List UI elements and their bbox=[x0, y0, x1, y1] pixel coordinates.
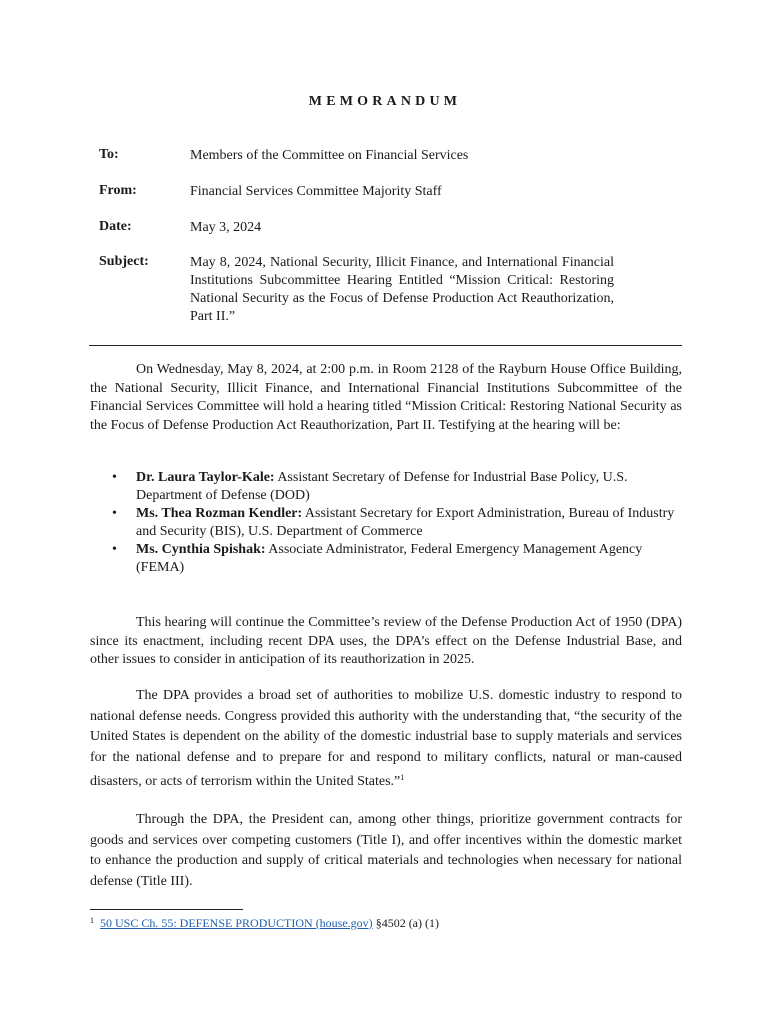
witness-name: Ms. Cynthia Spishak: bbox=[136, 542, 266, 557]
paragraph-text: The DPA provides a broad set of authorities to mobilize U.S. domestic industry to respond to national defense needs. Congress provided this authority with the understanding that, “the security of the United States is dependent on the ability of the domestic industrial base to supply materials and services for the national defense and to prepare for and respond to military conflicts, natural or man-caused disasters, or acts of terrorism within the United States.” bbox=[90, 688, 682, 789]
witness-name: Ms. Thea Rozman Kendler: bbox=[136, 506, 303, 521]
to-value: Members of the Committee on Financial Services bbox=[190, 148, 469, 163]
list-item bbox=[110, 541, 682, 577]
date-value: May 3, 2024 bbox=[190, 220, 262, 235]
paragraph-president-powers: Through the DPA, the President can, among other things, prioritize government contracts for goods and services over competing customers (Title I), and offer incentives within the domestic market to enhance the production and supply of critical materials and technologies when necessary for national defense (Title III). bbox=[90, 812, 682, 889]
witness-name: Dr. Laura Taylor-Kale: bbox=[136, 470, 275, 485]
bullet-icon: • bbox=[112, 542, 117, 557]
list-item bbox=[110, 469, 682, 505]
from-value: Financial Services Committee Majority Staff bbox=[190, 184, 442, 199]
footnote-reference[interactable]: 1 bbox=[400, 773, 405, 782]
footnote-number: 1 bbox=[90, 916, 94, 925]
subject-label: Subject: bbox=[99, 254, 149, 269]
paragraph-dpa-authorities bbox=[90, 686, 682, 793]
header-divider bbox=[89, 345, 682, 346]
witness-title: Associate Administrator, Federal Emergency Management Agency (FEMA) bbox=[136, 542, 643, 575]
witness-title: Assistant Secretary for Export Administration, Bureau of Industry and Security (BIS), U.S. Department of Commerce bbox=[136, 506, 675, 539]
footnote-citation: §4502 (a) (1) bbox=[375, 916, 439, 930]
subject-value: May 8, 2024, National Security, Illicit Finance, and International Financial Institutions Subcommittee Hearing Entitled “Mission Critical: Restoring National Security as the Focus of Defense Production Act Reauthorization, Part II.” bbox=[190, 255, 614, 324]
witness-title: Assistant Secretary of Defense for Industrial Base Policy, U.S. Department of Defense (DOD) bbox=[136, 470, 628, 503]
list-item bbox=[110, 505, 682, 541]
date-label: Date: bbox=[99, 219, 132, 234]
memo-title: MEMORANDUM bbox=[308, 94, 462, 109]
footnote-link[interactable]: 50 USC Ch. 55: DEFENSE PRODUCTION (house.gov) bbox=[100, 916, 373, 930]
intro-paragraph: On Wednesday, May 8, 2024, at 2:00 p.m. in Room 2128 of the Rayburn House Office Building, the National Security, Illicit Finance, and International Financial Institutions Subcommittee of the Financial Services Committee will hold a hearing titled “Mission Critical: Restoring National Security as the Focus of Defense Production Act Reauthorization, Part II. Testifying at the hearing will be: bbox=[90, 362, 682, 433]
bullet-icon: • bbox=[112, 470, 117, 485]
footnote bbox=[90, 916, 439, 931]
witness-list bbox=[110, 469, 682, 577]
from-label: From: bbox=[99, 183, 137, 198]
footnote-divider bbox=[90, 909, 243, 910]
to-label: To: bbox=[99, 147, 119, 162]
bullet-icon: • bbox=[112, 506, 117, 521]
paragraph-dpa-review: This hearing will continue the Committee’s review of the Defense Production Act of 1950 (DPA) since its enactment, including recent DPA uses, the DPA’s effect on the Defense Industrial Base, and other issues to consider in anticipation of its reauthorization in 2025. bbox=[90, 615, 682, 667]
